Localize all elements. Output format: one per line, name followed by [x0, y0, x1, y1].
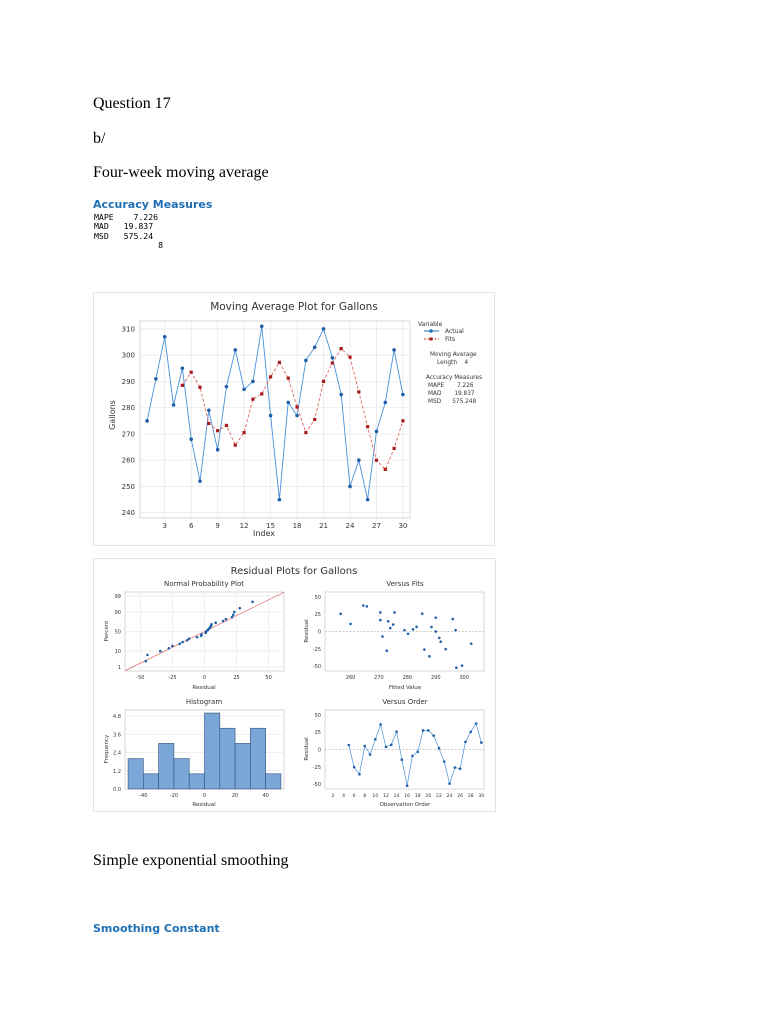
point-actual [401, 393, 405, 397]
npp-point [214, 621, 217, 624]
point-fits [313, 418, 316, 421]
fits-x-tick: 280 [402, 675, 413, 681]
x-tick-label: 6 [188, 522, 194, 530]
npp-point [233, 611, 236, 614]
npp-point [222, 620, 225, 623]
order-x-tick: 26 [457, 794, 464, 799]
point-actual [154, 377, 158, 381]
fits-x-tick: 260 [345, 675, 356, 681]
x-tick-label: 24 [345, 522, 355, 530]
order-x-tick: 2 [331, 794, 335, 799]
point-fits [340, 347, 343, 350]
order-point [416, 750, 419, 753]
order-point [438, 747, 441, 750]
accuracy-value: 575.24 [123, 230, 154, 241]
order-point [480, 741, 483, 744]
x-tick-label: 30 [398, 522, 408, 530]
fits-point [387, 620, 390, 623]
fits-x-label: Fitted Value [388, 685, 422, 691]
fits-point [438, 637, 441, 640]
order-y-tick: -25 [312, 764, 321, 771]
accuracy-wrap [94, 241, 163, 250]
hist-y-tick: 2.4 [113, 750, 121, 757]
order-x-tick: 22 [436, 794, 442, 799]
y-tick-label: 240 [121, 509, 135, 518]
fits-point [451, 618, 454, 621]
x-axis-label: Index [252, 529, 276, 538]
order-point [469, 731, 472, 734]
order-point [454, 766, 457, 769]
npp-y-tick: 99 [114, 594, 121, 601]
order-point [374, 738, 377, 741]
point-fits [304, 431, 307, 434]
point-actual [375, 430, 379, 434]
order-plot-area [325, 710, 484, 789]
fits-point [407, 632, 410, 635]
y-tick-label: 260 [121, 456, 135, 465]
hist-bar [266, 774, 281, 789]
point-fits [198, 386, 201, 389]
point-fits [322, 380, 325, 383]
point-fits [331, 361, 334, 364]
npp-point [210, 623, 213, 626]
npp-point [178, 643, 181, 646]
order-y-tick: 25 [314, 730, 321, 737]
order-y-label: Residual [304, 737, 310, 761]
point-actual [304, 359, 308, 363]
histogram-title: Histogram [185, 698, 223, 706]
point-actual [357, 458, 361, 462]
chart-title: Moving Average Plot for Gallons [210, 301, 378, 313]
order-x-tick: 30 [478, 794, 485, 799]
fits-point [366, 605, 369, 608]
point-fits [216, 429, 219, 432]
fits-point [430, 626, 433, 629]
point-actual [163, 335, 167, 339]
fits-plot-area [325, 592, 484, 671]
point-actual [348, 485, 352, 489]
order-point [348, 744, 351, 747]
fits-point [423, 648, 426, 651]
point-actual [295, 414, 299, 418]
accuracy-wrap-digit: 8 [158, 239, 164, 250]
fits-point [461, 664, 464, 667]
point-fits [251, 398, 254, 401]
order-x-tick: 24 [446, 794, 453, 799]
fits-point [415, 626, 418, 629]
point-fits [190, 371, 193, 374]
hist-bar [235, 743, 250, 789]
hist-bar [159, 743, 174, 789]
npp-x-tick: 50 [265, 675, 272, 681]
hist-y-tick: 0.0 [113, 787, 121, 793]
fits-point [454, 629, 457, 632]
fits-point [470, 642, 473, 645]
point-actual [322, 327, 326, 331]
order-point [385, 746, 388, 749]
npp-y-tick: 1 [117, 664, 121, 671]
x-tick-label: 18 [292, 522, 302, 530]
order-point [406, 784, 409, 787]
fits-point [412, 628, 415, 631]
point-fits [243, 431, 246, 434]
fits-y-tick: 50 [314, 594, 321, 601]
x-tick-label: 27 [372, 522, 381, 530]
order-point [379, 723, 382, 726]
y-axis-label: Gallons [108, 400, 117, 430]
point-actual [225, 385, 229, 389]
npp-point [168, 647, 171, 650]
point-fits [181, 384, 184, 387]
moving-average-figure [93, 292, 495, 546]
hist-x-tick: -40 [139, 793, 148, 799]
fits-y-tick: 0 [317, 629, 321, 636]
npp-x-label: Residual [192, 685, 216, 691]
fits-point [379, 619, 382, 622]
order-y-tick: 0 [317, 747, 321, 754]
npp-point [159, 650, 162, 653]
fits-point [362, 604, 365, 607]
fits-x-tick: 270 [374, 675, 384, 681]
point-actual [145, 419, 149, 423]
order-point [459, 767, 462, 770]
hist-x-tick: 20 [231, 793, 239, 799]
point-fits [269, 375, 272, 378]
side-text-length: Length 4 [437, 360, 469, 366]
side-text-ma: Moving Average [430, 352, 477, 358]
npp-y-label: Percent [104, 620, 110, 642]
smoothing-constant-title: Smoothing Constant [93, 922, 220, 935]
hist-y-tick: 3.6 [113, 732, 121, 739]
point-fits [225, 424, 228, 427]
order-x-tick: 14 [393, 794, 400, 799]
y-tick-label: 310 [121, 325, 135, 334]
fits-y-tick: 25 [314, 612, 321, 619]
npp-point [200, 633, 203, 636]
point-actual [286, 401, 290, 405]
accuracy-value: 7.226 [133, 212, 159, 222]
legend-fits-label: Fits [445, 336, 456, 343]
point-actual [251, 380, 255, 384]
part-label: b/ [93, 130, 106, 147]
y-tick-label: 270 [121, 430, 135, 439]
y-tick-label: 280 [121, 404, 135, 413]
hist-bar [205, 713, 220, 789]
point-fits [295, 405, 298, 408]
order-point [464, 741, 467, 744]
accuracy-label: MSD [94, 230, 109, 241]
npp-point [232, 613, 235, 616]
legend-fits-marker [430, 338, 433, 341]
x-tick-label: 15 [266, 522, 276, 530]
point-actual [172, 403, 176, 407]
order-point [395, 730, 398, 733]
fits-point [339, 613, 342, 616]
hist-x-label: Residual [192, 802, 216, 808]
hist-bar [143, 774, 158, 789]
npp-point [144, 660, 147, 663]
point-fits [384, 468, 387, 471]
moving-average-heading: Four-week moving average [93, 164, 269, 181]
legend [418, 321, 482, 405]
order-x-tick: 4 [342, 794, 346, 799]
fits-point [393, 611, 396, 614]
hist-y-label: Frequency [104, 734, 110, 764]
order-point [432, 734, 435, 737]
fits-point [403, 629, 406, 632]
hist-bar [174, 759, 189, 789]
hist-bar [250, 728, 265, 789]
hist-x-tick: -20 [169, 793, 179, 799]
point-fits [366, 425, 369, 428]
order-point [443, 760, 446, 763]
point-actual [331, 356, 335, 360]
hist-x-tick: 0 [202, 793, 207, 799]
npp-point [181, 641, 184, 644]
accuracy-label: MAD [94, 221, 109, 232]
fits-point [379, 611, 382, 614]
point-fits [375, 459, 378, 462]
legend-title: Variable [418, 321, 443, 328]
order-point [401, 758, 404, 761]
npp-x-tick: 25 [233, 675, 240, 681]
npp-point [196, 636, 199, 639]
hist-y-tick: 4.8 [113, 714, 121, 721]
npp-x-tick: 0 [202, 675, 207, 681]
fits-point [385, 649, 388, 652]
fits-point [428, 655, 431, 658]
npp-point [251, 601, 254, 604]
npp-point [231, 616, 234, 619]
order-x-tick: 12 [383, 794, 389, 799]
legend-actual-label: Actual [445, 328, 464, 335]
order-point [475, 722, 478, 725]
order-x-tick: 8 [363, 794, 367, 799]
fits-point [392, 623, 395, 626]
npp-y-tick: 90 [114, 610, 121, 617]
accuracy-table [94, 213, 163, 250]
point-actual [189, 437, 193, 441]
npp-point [238, 607, 241, 610]
point-actual [260, 324, 264, 328]
versus-fits-title: Versus Fits [386, 580, 424, 588]
fits-point [455, 666, 458, 669]
y-tick-label: 250 [121, 482, 135, 491]
point-fits [207, 422, 210, 425]
fits-point [439, 640, 442, 643]
side-text-accuracy: Accuracy Measures [426, 375, 482, 381]
x-tick-label: 21 [319, 522, 328, 530]
residual-chart-title: Residual Plots for Gallons [230, 566, 358, 577]
order-point [369, 753, 372, 756]
npp-y-tick: 10 [114, 648, 121, 655]
npp-x-tick: -25 [168, 675, 177, 681]
order-point [358, 773, 361, 776]
order-point [448, 782, 451, 785]
point-actual [198, 479, 202, 483]
legend-actual-marker [429, 329, 433, 333]
fits-x-tick: 290 [430, 675, 441, 681]
fits-x-tick: 300 [459, 675, 469, 681]
point-actual [392, 348, 396, 352]
point-fits [401, 419, 404, 422]
point-fits [234, 444, 237, 447]
point-fits [260, 392, 263, 395]
fits-y-label: Residual [304, 619, 310, 643]
fits-point [444, 648, 447, 651]
point-actual [233, 348, 237, 352]
order-point [390, 744, 393, 747]
fits-point [434, 616, 437, 619]
point-fits [287, 377, 290, 380]
fits-point [434, 630, 437, 633]
npp-point [146, 654, 149, 657]
point-fits [393, 447, 396, 450]
side-text-msd: MSD 575.248 [428, 399, 477, 405]
order-y-tick: 50 [314, 712, 321, 719]
point-actual [313, 345, 317, 349]
hist-bar [128, 759, 143, 789]
npp-point [225, 618, 228, 621]
hist-bar [220, 728, 235, 789]
residual-plots-figure [93, 558, 496, 812]
hist-bar [189, 774, 204, 789]
point-actual [242, 387, 246, 391]
point-actual [278, 498, 282, 502]
x-tick-label: 9 [215, 522, 220, 530]
npp-point [188, 637, 191, 640]
side-text-mape: MAPE 7.226 [428, 383, 474, 389]
accuracy-measures-title: Accuracy Measures [93, 198, 213, 211]
x-tick-label: 12 [239, 522, 249, 530]
side-text-mad: MAD 19.837 [428, 391, 475, 397]
moving-average-chart [94, 293, 494, 545]
fits-y-tick: -25 [312, 646, 321, 653]
hist-y-tick: 1.2 [113, 768, 121, 775]
npp-x-tick: -50 [136, 675, 145, 681]
ses-heading: Simple exponential smoothing [93, 852, 289, 869]
order-x-tick: 10 [372, 794, 379, 799]
point-actual [339, 393, 343, 397]
order-x-tick: 18 [414, 794, 421, 799]
order-point [427, 729, 430, 732]
order-point [363, 745, 366, 748]
fits-point [381, 635, 384, 638]
order-x-tick: 6 [352, 794, 356, 799]
y-tick-label: 290 [121, 377, 135, 386]
npp-point [171, 645, 174, 648]
accuracy-value: 19.837 [123, 221, 154, 232]
residual-plots-chart [94, 559, 495, 811]
hist-x-tick: 40 [262, 793, 269, 799]
order-y-tick: -50 [312, 782, 321, 789]
point-actual [366, 498, 370, 502]
order-x-tick: 16 [404, 794, 411, 799]
npp-y-tick: 50 [114, 629, 121, 636]
point-actual [207, 409, 211, 413]
point-actual [216, 448, 220, 452]
point-actual [269, 414, 273, 418]
accuracy-label: MAPE [94, 212, 114, 222]
fits-point [421, 612, 424, 615]
npp-title: Normal Probability Plot [164, 580, 244, 588]
order-point [422, 729, 425, 732]
question-heading: Question 17 [93, 95, 171, 112]
fits-point [389, 627, 392, 630]
versus-order-title: Versus Order [382, 698, 428, 706]
point-fits [348, 356, 351, 359]
point-fits [278, 361, 281, 364]
x-tick-label: 3 [162, 522, 167, 530]
point-fits [357, 390, 360, 393]
order-x-tick: 28 [467, 794, 474, 799]
y-tick-label: 300 [121, 351, 135, 360]
order-x-tick: 20 [425, 794, 432, 799]
order-point [353, 766, 356, 769]
order-x-label: Observation Order [379, 802, 431, 808]
fits-y-tick: -50 [312, 664, 321, 671]
point-actual [181, 366, 185, 370]
fits-point [349, 623, 352, 626]
point-actual [383, 401, 387, 405]
order-point [411, 755, 414, 758]
